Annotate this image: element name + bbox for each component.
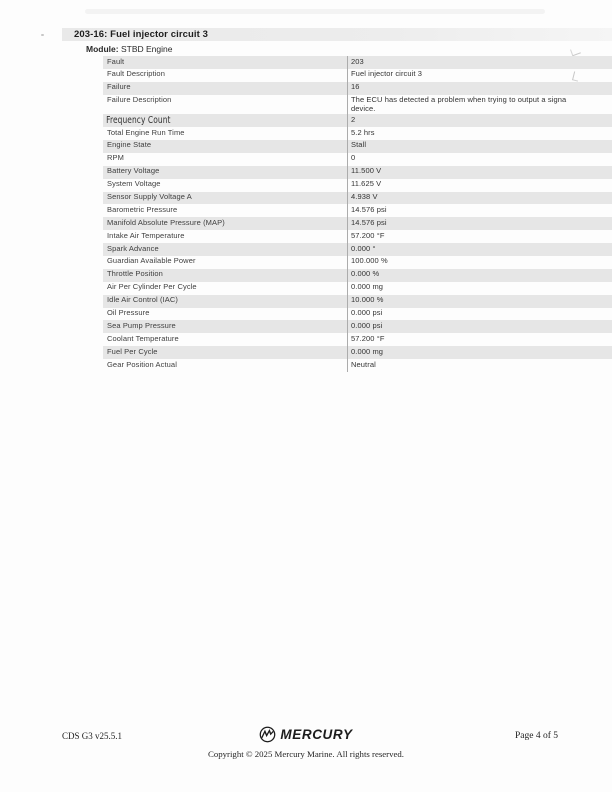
table-row (103, 230, 612, 243)
table-row (103, 359, 612, 372)
row-label: Fuel Per Cycle (107, 346, 158, 356)
row-value: 57.200 °F (347, 333, 612, 346)
row-value: 0.000 mg (347, 346, 612, 359)
row-label: Failure (107, 82, 131, 92)
module-label: Module: (86, 44, 119, 54)
fault-table (103, 56, 612, 372)
table-row (103, 140, 612, 153)
row-label: RPM (107, 153, 124, 163)
row-label: Oil Pressure (107, 308, 150, 318)
row-value: Stall (347, 140, 612, 153)
page-indicator: Page 4 of 5 (514, 731, 558, 741)
row-label: Battery Voltage (107, 166, 160, 176)
row-value: 14.576 psi (347, 204, 612, 217)
row-value: 16 (347, 82, 612, 95)
table-row (103, 82, 612, 95)
table-row (103, 204, 612, 217)
table-row (103, 308, 612, 321)
table-row (103, 56, 612, 69)
table-row (103, 256, 612, 269)
row-label: Sensor Supply Voltage A (107, 192, 192, 202)
row-value: The ECU has detected a problem when trying to output a signa device. (347, 95, 612, 115)
row-label: Spark Advance (107, 243, 159, 253)
row-value: 203 (347, 56, 612, 69)
row-label: Fault Description (107, 69, 165, 79)
row-label: Sea Pump Pressure (107, 320, 176, 330)
row-value: 0.000 ° (347, 243, 612, 256)
table-row (103, 269, 612, 282)
row-label: Intake Air Temperature (107, 230, 185, 240)
row-value: 0.000 psi (347, 308, 612, 321)
table-row (103, 153, 612, 166)
row-label: System Voltage (107, 179, 161, 189)
row-label: Idle Air Control (IAC) (107, 295, 178, 305)
scan-streak-artifact (85, 9, 545, 14)
row-label: Barometric Pressure (107, 204, 178, 214)
row-label: Throttle Position (107, 269, 163, 279)
row-label: Total Engine Run Time (107, 127, 185, 137)
row-label: Manifold Absolute Pressure (MAP) (107, 217, 225, 227)
row-value: 0 (347, 153, 612, 166)
module-line (86, 44, 172, 54)
table-row (103, 127, 612, 140)
row-value: 0.000 mg (347, 282, 612, 295)
row-label: Air Per Cylinder Per Cycle (107, 282, 197, 292)
table-row (103, 346, 612, 359)
row-label: Failure Description (107, 95, 172, 105)
row-value: 10.000 % (347, 295, 612, 308)
row-label: Gear Position Actual (107, 359, 177, 369)
table-row (103, 333, 612, 346)
table-row (103, 320, 612, 333)
table-row (103, 217, 612, 230)
row-value: 2 (347, 114, 612, 127)
module-value: STBD Engine (120, 44, 173, 54)
row-value: 11.625 V (347, 179, 612, 192)
copyright-notice: Copyright © 2025 Mercury Marine. All rights reserved. (207, 749, 405, 759)
row-label: Frequency Count (106, 115, 171, 127)
row-value: 100.000 % (347, 256, 612, 269)
row-label: Coolant Temperature (107, 333, 179, 343)
row-label: Engine State (107, 140, 152, 150)
table-row (103, 243, 612, 256)
table-row (103, 179, 612, 192)
pencil-mark-artifact (570, 47, 581, 57)
page-title: 203-16: Fuel injector circuit 3 (74, 29, 209, 40)
row-value: 0.000 % (347, 269, 612, 282)
row-value: 57.200 °F (347, 230, 612, 243)
table-row (103, 69, 612, 82)
dot-artifact (41, 34, 44, 36)
table-row (103, 114, 612, 127)
row-label: Fault (107, 56, 125, 66)
row-value: 0.000 psi (347, 320, 612, 333)
mercury-logo-icon (259, 726, 276, 743)
app-version: CDS G3 v25.5.1 (62, 731, 123, 741)
row-value: 11.500 V (347, 166, 612, 179)
row-value: 5.2 hrs (347, 127, 612, 140)
table-row (103, 192, 612, 205)
table-row (103, 95, 612, 115)
row-value: 4.938 V (347, 192, 612, 205)
row-value: Fuel injector circuit 3 (347, 69, 612, 82)
table-row (103, 282, 612, 295)
row-label: Guardian Available Power (107, 256, 196, 266)
table-row (103, 166, 612, 179)
brand-wordmark: MERCURY (280, 727, 353, 742)
row-value: 14.576 psi (347, 217, 612, 230)
table-row (103, 295, 612, 308)
row-value: Neutral (347, 359, 612, 372)
